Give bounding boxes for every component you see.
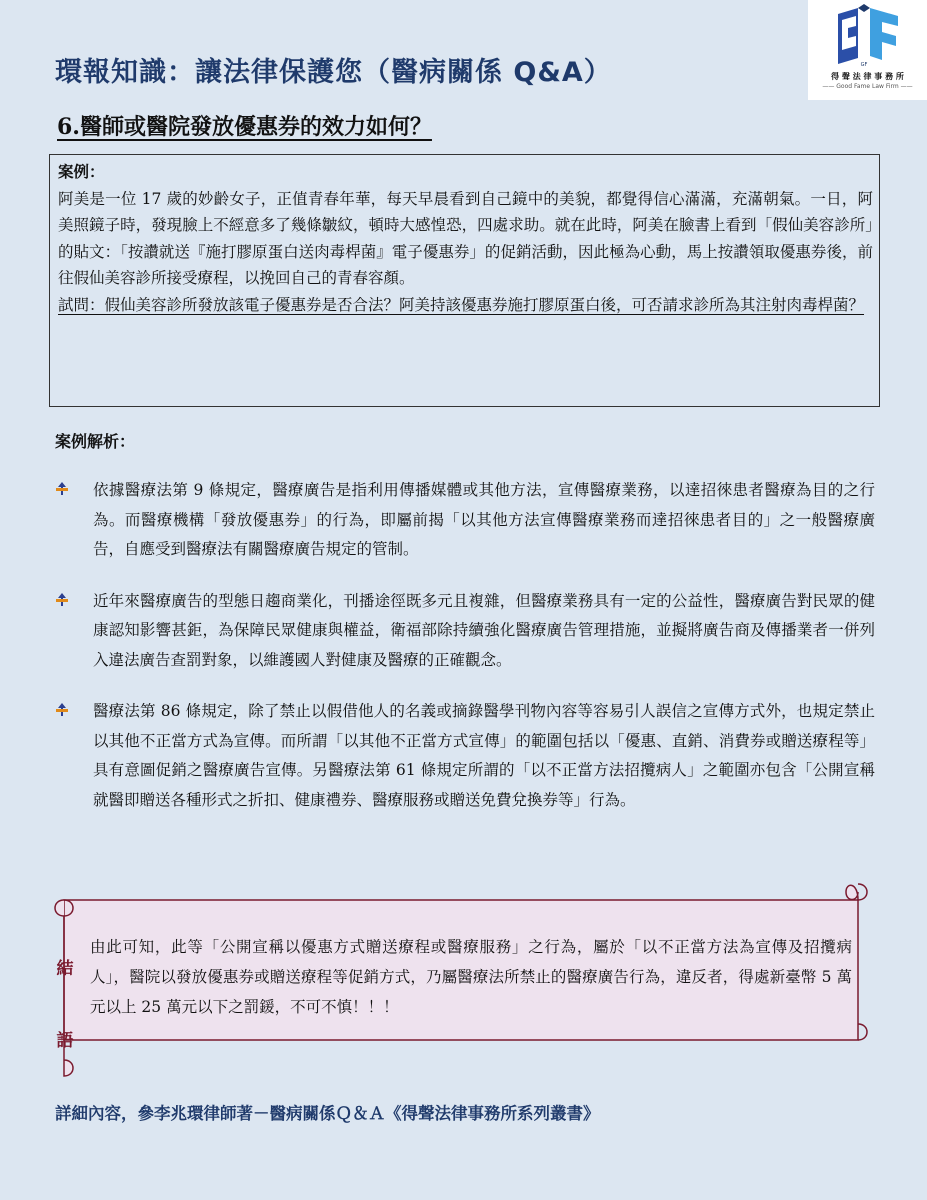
analysis-item <box>55 587 875 676</box>
case-box <box>49 154 880 407</box>
analysis-item-text: 醫療法第 86 條規定，除了禁止以假借他人的名義或摘錄醫學刊物內容等容易引人誤信之宣傳方式外，也規定禁止以其他不正當方式為宣傳。而所謂「以其他不正當方式宣傳」的範圍包括以「優惠、直銷、消費券或贈送療程等」具有意圖促銷之醫療廣告宣傳。另醫療法第 61 條規定所謂的「以不正當方法招攬病人」之範圍亦包含「公開宣稱就醫即贈送各種形式之折扣、健康禮券、醫療服務或贈送免費兌換券等」行為。 <box>93 702 875 809</box>
logo-chinese-name: 得 聲 法 律 事 務 所 <box>831 72 904 81</box>
bullet-arrow-icon <box>55 482 69 496</box>
case-heading: 案例： <box>58 162 105 181</box>
question-title: 6.醫師或醫院發放優惠券的效力如何？ <box>57 114 432 140</box>
conclusion-label-bottom: 語 <box>56 1031 74 1051</box>
analysis-heading: 案例解析： <box>55 432 136 451</box>
page-header-title: 環報知識：讓法律保護您（醫病關係 Q&A） <box>55 57 612 88</box>
case-body: 阿美是一位 17 歲的妙齡女子，正值青春年華，每天早晨看到自己鏡中的美貌，都覺得信心滿滿，充滿朝氣。一日，阿美照鏡子時，發現臉上不經意多了幾條皺紋，頓時大感惶恐，四處求助。就在此時，阿美在臉書上看到「假仙美容診所」的貼文：「按讚就送『施打膠原蛋白送肉毒桿菌』電子優惠券」的促銷活動，因此極為心動，馬上按讚領取優惠券後，前往假仙美容診所接受療程，以挽回自己的青春容顏。 <box>58 189 873 287</box>
analysis-item-text: 近年來醫療廣告的型態日趨商業化，刊播途徑既多元且複雜，但醫療業務具有一定的公益性，醫療廣告對民眾的健康認知影響甚鉅，為保障民眾健康與權益，衛福部除持續強化醫療廣告管理措施，並擬將廣告商及傳播業者一併列入違法廣告查罰對象，以維護國人對健康及醫療的正確觀念。 <box>93 591 875 669</box>
firm-logo <box>808 0 927 100</box>
logo-english-name: —— Good Fame Law Firm —— <box>822 83 913 90</box>
analysis-list <box>55 476 875 837</box>
conclusion-label-top: 結 <box>56 959 74 979</box>
analysis-item <box>55 697 875 815</box>
conclusion-text: 由此可知，此等「公開宣稱以優惠方式贈送療程或醫療服務」之行為，屬於「以不正當方法為宣傳及招攬病人」，醫院以發放優惠券或贈送療程等促銷方式，乃屬醫療法所禁止的醫療廣告行為，違反者，得處新臺幣 5 萬元以上 25 萬元以下之罰鍰，不可不慎！！！ <box>90 938 852 1016</box>
bullet-arrow-icon <box>55 703 69 717</box>
footer-reference: 詳細內容，參李兆環律師著－醫病關係Ｑ＆Ａ《得聲法律事務所系列叢書》 <box>55 1104 600 1123</box>
logo-mark-text: GF <box>860 62 868 68</box>
analysis-item <box>55 476 875 565</box>
case-question: 試問：假仙美容診所發放該電子優惠券是否合法？阿美持該優惠券施打膠原蛋白後，可否請求診所為其注射肉毒桿菌？ <box>58 295 865 314</box>
analysis-item-text: 依據醫療法第 9 條規定，醫療廣告是指利用傳播媒體或其他方法，宣傳醫療業務，以達招徠患者醫療為目的之行為。而醫療機構「發放優惠券」的行為，即屬前揭「以其他方法宣傳醫療業務而達招徠患者目的」之一般醫療廣告，自應受到醫療法有關醫療廣告規定的管制。 <box>93 481 875 558</box>
bullet-arrow-icon <box>55 593 69 607</box>
gf-logo-mark <box>808 0 927 70</box>
